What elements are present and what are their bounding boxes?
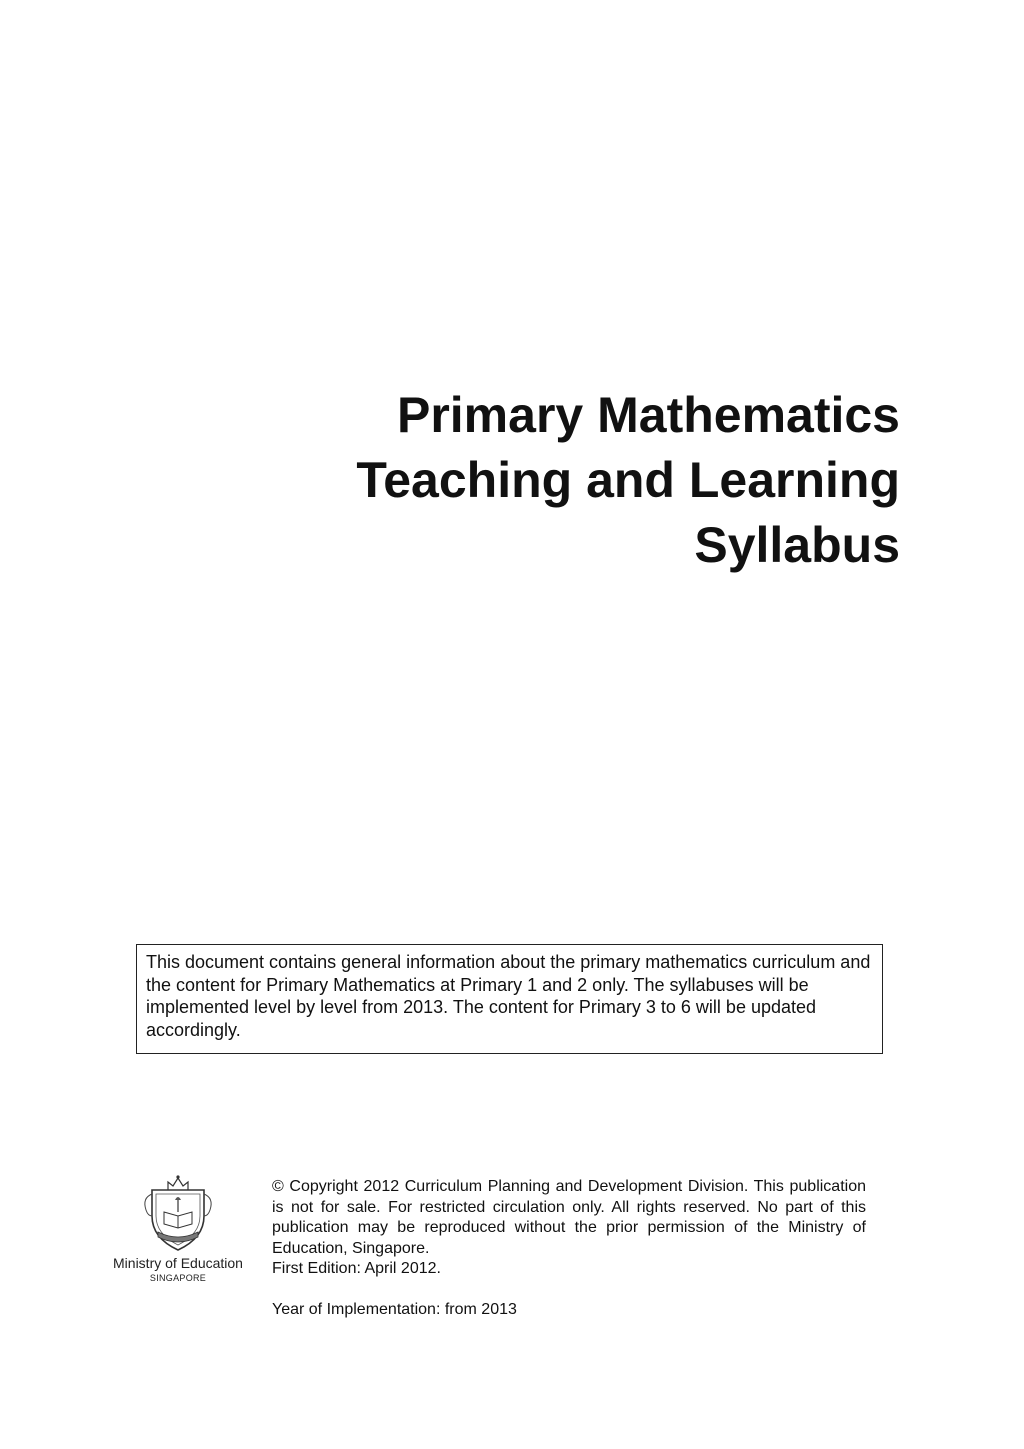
title-line-2: Teaching and Learning	[356, 452, 900, 508]
notice-text: This document contains general information about the primary mathematics curriculum and the content for Primary Mathematics at Primary 1 and 2 only. The syllabuses will be implemented level by level from 2013. The content for Primary 3 to 6 will be updated accordingly.	[146, 952, 871, 1040]
logo-country: SINGAPORE	[149, 1273, 207, 1283]
document-title	[356, 383, 900, 578]
edition-text: First Edition: April 2012.	[272, 1260, 441, 1277]
copyright-text: © Copyright 2012 Curriculum Planning and Development Division. This publication is not for sale. For restricted circulation only. All rights reserved. No part of this publication may be reproduced without the prior permission of the Ministry of Education, Singapore.	[272, 1178, 866, 1257]
moe-logo	[108, 1172, 248, 1292]
implementation-text: Year of Implementation: from 2013	[272, 1300, 517, 1318]
moe-crest-icon	[138, 1172, 218, 1254]
title-line-3: Syllabus	[694, 517, 900, 573]
copyright-block	[272, 1177, 866, 1320]
logo-organization: Ministry of Education	[113, 1255, 243, 1271]
notice-box	[136, 944, 883, 1054]
title-line-1: Primary Mathematics	[396, 387, 900, 443]
